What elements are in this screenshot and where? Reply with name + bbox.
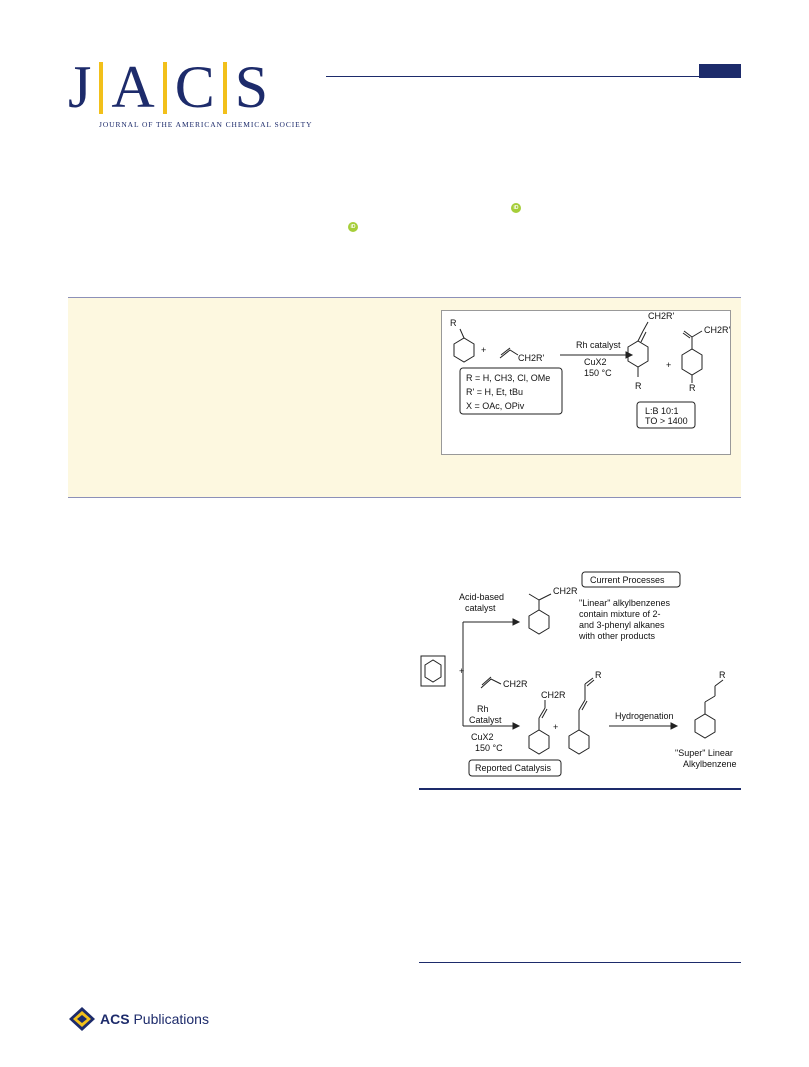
rh-catalyst-line2: Catalyst (469, 715, 502, 725)
toc-condition-rprime: R' = H, Et, tBu (466, 387, 523, 397)
toc-linear-product: CH2R' (648, 311, 675, 321)
toc-plus: + (481, 345, 487, 355)
toc-product-r2: R (689, 383, 696, 393)
toc-condition-r: R = H, CH3, Cl, OMe (466, 373, 551, 383)
orcid-icon[interactable]: iD (511, 203, 521, 213)
current-note-line2: contain mixture of 2- (579, 609, 661, 619)
acid-catalyst-line1: Acid-based (459, 592, 505, 602)
scheme-rule (419, 788, 741, 790)
header-rule (326, 76, 741, 77)
publisher-name-rest: Publications (129, 1011, 209, 1027)
toc-plus2: + (666, 360, 672, 370)
rh-catalyst-line1: Rh (477, 704, 489, 714)
final-label-line1: "Super" Linear (675, 748, 733, 758)
toc-oxidant: CuX2 (584, 357, 607, 367)
toc-selectivity: L:B 10:1 (645, 406, 679, 416)
publisher-name (100, 1011, 209, 1027)
toc-olefin-label: CH2R' (518, 353, 545, 363)
current-note-line3: and 3-phenyl alkanes (579, 620, 665, 630)
current-processes-label: Current Processes (590, 575, 665, 585)
current-note-line4: with other products (579, 631, 656, 641)
reported-catalysis-label: Reported Catalysis (475, 763, 552, 773)
footnote-rule (419, 962, 741, 963)
hydrogenation-label: Hydrogenation (615, 711, 674, 721)
journal-name: JOURNAL OF THE AMERICAN CHEMICAL SOCIETY (99, 120, 313, 129)
toc-temperature: 150 °C (584, 368, 612, 378)
scheme-plus: + (459, 666, 465, 676)
acs-hexagon-icon (68, 1006, 96, 1032)
logo-divider (223, 62, 227, 114)
logo-letter-c: C (174, 54, 215, 120)
logo-letter-a: A (111, 54, 155, 120)
toc-r-label: R (450, 318, 457, 328)
toc-branched-product: CH2R' (704, 325, 730, 335)
product2-r-label: R (595, 670, 602, 680)
toc-condition-x: X = OAc, OPiv (466, 401, 525, 411)
logo-divider (99, 62, 103, 114)
scheme-olefin-label: CH2R (503, 679, 528, 689)
scheme-plus2: + (553, 722, 559, 732)
final-r-label: R (719, 670, 726, 680)
logo-letter-j: J (68, 54, 92, 120)
logo-letter-s: S (234, 54, 269, 120)
toc-product-r1: R (635, 381, 642, 391)
scheme-oxidant: CuX2 (471, 732, 494, 742)
toc-catalyst: Rh catalyst (576, 340, 621, 350)
acid-catalyst-line2: catalyst (465, 603, 496, 613)
journal-logo (68, 54, 318, 129)
publisher-logo[interactable] (68, 1006, 209, 1032)
logo-divider (163, 62, 167, 114)
scheme-figure (419, 560, 741, 784)
toc-turnover: TO > 1400 (645, 416, 688, 426)
header-tab (699, 64, 741, 78)
final-label-line2: Alkylbenzene (683, 759, 737, 769)
current-product-label: CH2R (553, 586, 578, 596)
product1-label: CH2R (541, 690, 566, 700)
publisher-name-bold: ACS (100, 1011, 130, 1027)
toc-graphic (441, 310, 731, 455)
orcid-icon[interactable]: iD (348, 222, 358, 232)
current-note-line1: "Linear" alkylbenzenes (579, 598, 670, 608)
scheme-temperature: 150 °C (475, 743, 503, 753)
